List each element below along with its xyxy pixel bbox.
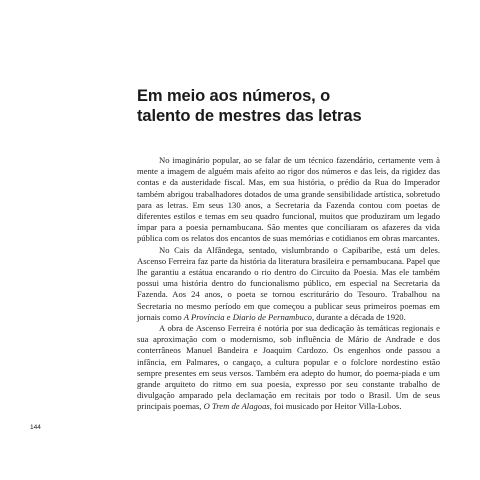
paragraph-2-text-c: , durante a década de 1920. [311, 311, 406, 322]
paragraph-2-text-a: No Cais da Alfândega, sentado, vislumbrando o Capibaribe, está um deles. Ascenso Ferreira faz parte da história da literatura brasileira e pernambucana. Papel que lhe garantiu a estátua encarando o rio dentro do Circuito da Poesia. Mas ele também possui uma história dentro do funcionalismo público, em especial na Secretaria da Fazenda. Aos 24 anos, o poeta se tornou escriturário do Tesouro. Trabalhou na Secretaria no mesmo período em que começou a publicar seus primeiros poemas em jornais como [137, 244, 440, 322]
paragraph-3-text-b: , foi musicado por Heitor Villa-Lobos. [269, 401, 402, 412]
paragraph-2-text-b: e [224, 311, 233, 322]
paragraph-2 [137, 245, 440, 323]
newspaper-title-provincia: A Província [183, 311, 225, 322]
paragraph-3 [137, 323, 440, 413]
article-title [137, 86, 437, 126]
article-title-line-1: Em meio aos números, o [137, 87, 331, 105]
article-body [137, 155, 440, 413]
page-number: 144 [30, 424, 41, 431]
poem-title: O Trem de Alagoas [203, 401, 270, 412]
paragraph-1: No imaginário popular, ao se falar de um técnico fazendário, certamente vem à mente a imagem de alguém mais afeito ao rigor dos números e das leis, da rigidez das contas e da austeridade fiscal. Mas, em sua história, o prédio da Rua do Imperador também abrigou trabalhadores dotados de uma grande sensibilidade artística, sobretudo para as letras. Em seus 130 anos, a Secretaria da Fazenda contou com poetas de diferentes estilos e temas em seu quadro funcional, muitos que produziram um legado ímpar para a poesia pernambucana. São mentes que conciliaram os afazeres da vida pública com os relatos dos encantos de suas memórias e cotidianos em obras marcantes. [137, 155, 440, 244]
paragraph-3-text-a: A obra de Ascenso Ferreira é notória por sua dedicação às temáticas regionais e sua aproximação com o modernismo, sob influência de Mário de Andrade e dos conterrâneos Manuel Bandeira e Joaquim Cardozo. Os engenhos onde passou a infância, em Palmares, o cangaço, a cultura popular e o folclore nordestino estão sempre presentes em seus versos. Também era adepto do humor, do poema-piada e um grande arquiteto do ritmo em sua poesia, expresso por seu constante trabalho de divulgação amparado pela declamação em recitais por todo o Brasil. Um de seus principais poemas, [137, 323, 440, 412]
article-title-line-2: talento de mestres das letras [137, 107, 362, 125]
newspaper-title-diario: Diario de Pernambuco [232, 311, 312, 322]
